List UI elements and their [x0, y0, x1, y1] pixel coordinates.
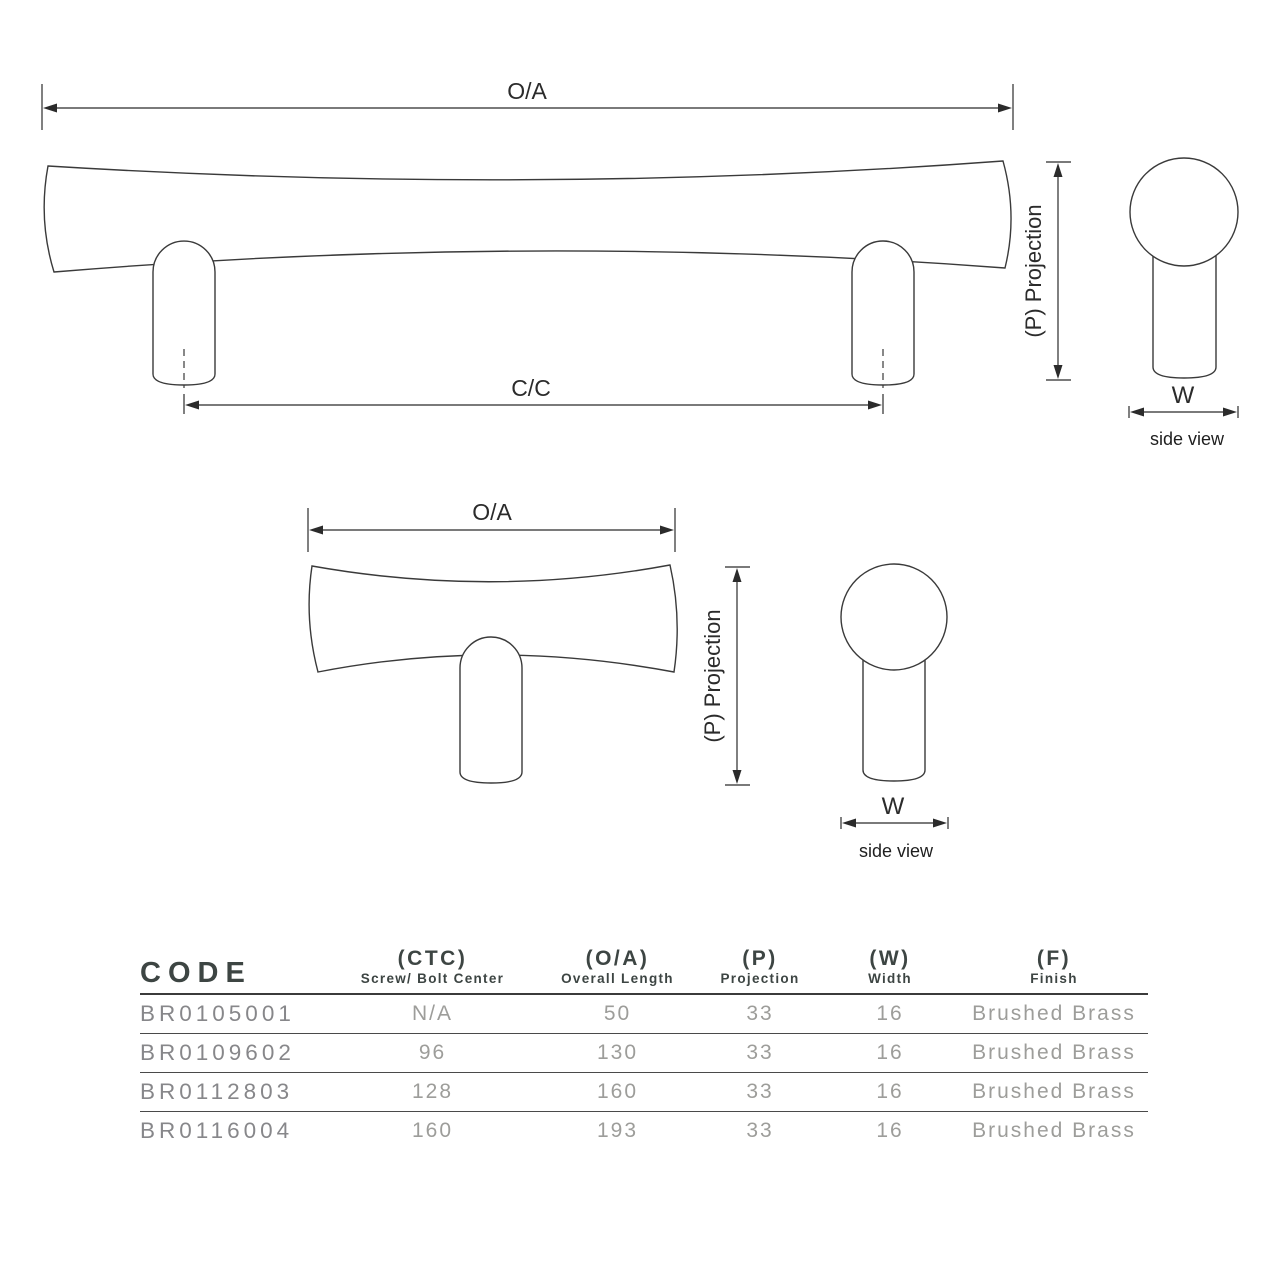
- column-header-f: (F): [1036, 946, 1072, 970]
- cell-projection: 33: [746, 1002, 774, 1025]
- cell-overall-length: 193: [596, 1119, 639, 1142]
- column-header-oa: (O/A): [585, 946, 650, 970]
- pull-cc-dimension-label: C/C: [511, 375, 551, 401]
- cell-ctc: N/A: [411, 1002, 453, 1025]
- arrowhead: [185, 401, 199, 410]
- pull-oa-dimension-label: O/A: [507, 78, 547, 104]
- cell-ctc: 128: [411, 1080, 454, 1103]
- knob-width-label: W: [881, 793, 905, 820]
- arrowhead: [309, 526, 323, 535]
- arrowhead: [933, 819, 947, 828]
- cell-finish: Brushed Brass: [972, 1002, 1136, 1025]
- arrowhead: [733, 770, 742, 784]
- cell-ctc: 160: [411, 1119, 454, 1142]
- column-subheader-w: Width: [868, 971, 912, 987]
- arrowhead: [868, 401, 882, 410]
- cell-ctc: 96: [418, 1041, 447, 1064]
- cell-finish: Brushed Brass: [972, 1119, 1136, 1142]
- column-header-ctc: (CTC): [397, 946, 468, 970]
- pull-front-view: [42, 78, 1013, 414]
- knob-projection-dimension: [725, 567, 750, 785]
- cell-width: 16: [876, 1080, 904, 1103]
- table-row: [140, 1072, 1148, 1111]
- cell-code: BR0109602: [140, 1040, 295, 1065]
- column-header-w: (W): [869, 946, 911, 970]
- side-knob-end: [841, 564, 947, 670]
- cell-projection: 33: [746, 1119, 774, 1142]
- knob-side-view: [841, 564, 948, 861]
- arrowhead: [43, 104, 57, 113]
- column-subheader-p: Projection: [720, 971, 800, 987]
- table-row: [140, 1033, 1148, 1072]
- column-subheader-oa: Overall Length: [561, 971, 674, 987]
- cell-finish: Brushed Brass: [972, 1080, 1136, 1103]
- pull-projection-label: (P) Projection: [1021, 204, 1046, 338]
- arrowhead: [842, 819, 856, 828]
- spec-table-body: [140, 995, 1148, 1150]
- cell-code: BR0112803: [140, 1079, 294, 1104]
- cell-finish: Brushed Brass: [972, 1041, 1136, 1064]
- cell-code: BR0105001: [140, 1001, 295, 1026]
- spec-table: [140, 924, 1148, 1150]
- arrowhead: [1054, 163, 1063, 177]
- side-handle-end: [1130, 158, 1238, 266]
- arrowhead: [998, 104, 1012, 113]
- knob-front-view: [308, 499, 750, 785]
- cell-width: 16: [876, 1002, 904, 1025]
- cell-projection: 33: [746, 1041, 774, 1064]
- arrowhead: [1130, 408, 1144, 417]
- column-header-code: CODE: [140, 957, 252, 989]
- table-row: [140, 1111, 1148, 1150]
- pull-side-view-caption: side view: [1149, 429, 1225, 449]
- knob-side-view-caption: side view: [858, 841, 934, 861]
- cell-projection: 33: [746, 1080, 774, 1103]
- knob-projection-label: (P) Projection: [700, 609, 725, 743]
- pull-projection-dimension: [1046, 162, 1071, 380]
- cell-width: 16: [876, 1119, 904, 1142]
- pull-side-view: [1021, 158, 1238, 449]
- column-subheader-f: Finish: [1030, 971, 1078, 987]
- cell-overall-length: 160: [596, 1080, 639, 1103]
- cell-code: BR0116004: [140, 1118, 294, 1143]
- arrowhead: [660, 526, 674, 535]
- knob-oa-dimension-label: O/A: [472, 499, 512, 525]
- spec-table-header: [140, 924, 1148, 995]
- table-row: [140, 995, 1148, 1033]
- knob-post: [460, 637, 522, 783]
- cell-width: 16: [876, 1041, 904, 1064]
- cell-overall-length: 130: [596, 1041, 639, 1064]
- column-header-p: (P): [742, 946, 778, 970]
- cell-overall-length: 50: [603, 1002, 632, 1025]
- arrowhead: [1054, 365, 1063, 379]
- arrowhead: [733, 568, 742, 582]
- pull-width-label: W: [1171, 382, 1195, 409]
- arrowhead: [1223, 408, 1237, 417]
- column-subheader-ctc: Screw/ Bolt Center: [360, 971, 505, 987]
